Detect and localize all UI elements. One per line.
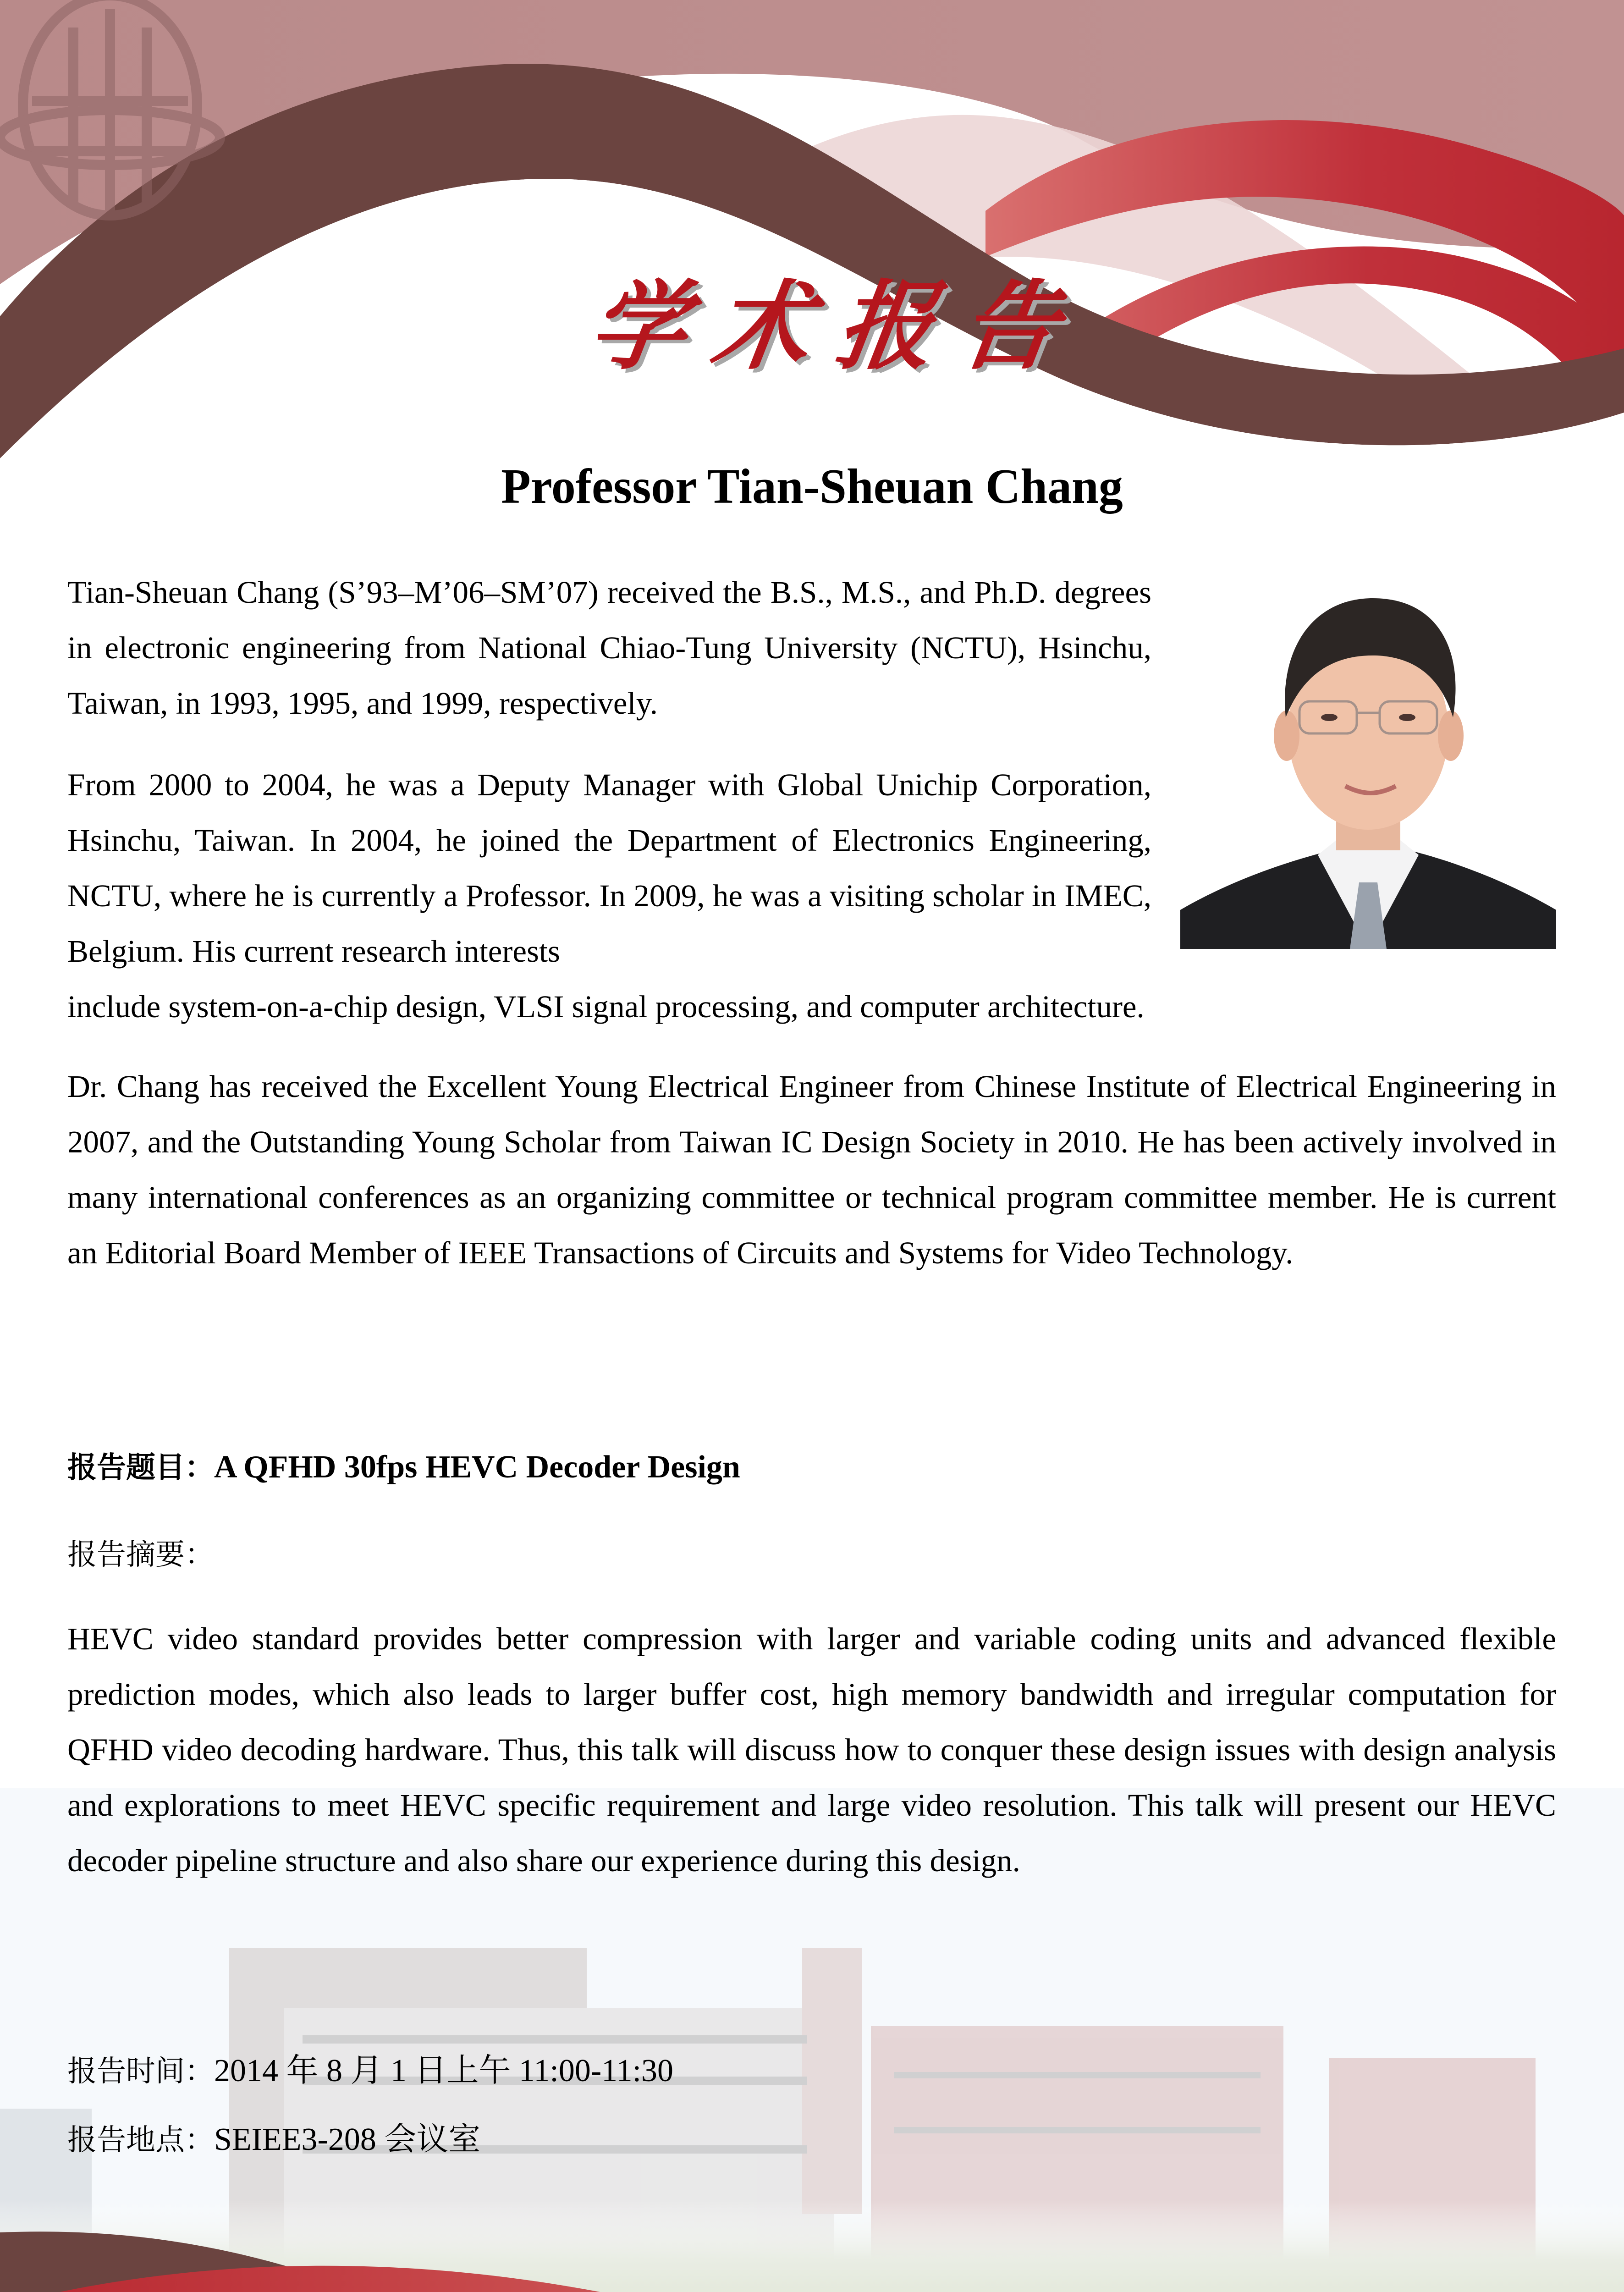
bio-paragraph-career: From 2000 to 2004, he was a Deputy Manager with Global Unichip Corporation, Hsinchu, Taiwan. In 2004, he joined the Department of Electronics Engineering, NCTU, where he is currently a Professor. In 2009, he was a visiting scholar in IMEC, Belgium. His current research interests	[67, 767, 1151, 969]
portrait-icon	[1180, 580, 1556, 949]
banner-title-char: 报	[830, 270, 942, 383]
banner-title	[550, 257, 1100, 383]
bio-paragraph-education: Tian-Sheuan Chang (S’93–M’06–SM’07) received the B.S., M.S., and Ph.D. degrees in electronic engineering from National Chiao-Tung University (NCTU), Hsinchu, Taiwan, in 1993, 1995, and 1999, respectively.	[67, 575, 1151, 721]
speaker-heading: Professor Tian-Sheuan Chang	[501, 459, 1123, 514]
banner-title-char: 学	[582, 270, 695, 383]
speaker-portrait	[1180, 580, 1556, 949]
abstract-label: 报告摘要：	[67, 1538, 214, 1572]
bio-paragraph-career-last-line: include system-on-a-chip design, VLSI signal processing, and computer architecture.	[67, 989, 1145, 1024]
bio-paragraph-awards: Dr. Chang has received the Excellent Young Electrical Engineer from Chinese Institute of Electrical Engineering in 2007, and the Outstanding Young Scholar from Taiwan IC Design Society in 2010. He has been actively involved in many international conferences as an organizing committee or technical program committee member. He is current an Editorial Board Member of IEEE Transactions of Circuits and Systems for Video Technology.	[67, 1069, 1556, 1270]
talk-time-label: 报告时间：	[67, 2055, 214, 2088]
talk-time-value: 2014 年 8 月 1 日上午 11:00-11:30	[214, 2053, 674, 2088]
talk-place-value: SEIEE3-208 会议室	[214, 2122, 481, 2157]
abstract-text: HEVC video standard provides better compression with larger and variable coding units and advanced flexible prediction modes, which also leads to larger buffer cost, high memory bandwidth and irregular computation for QFHD video decoding hardware. Thus, this talk will discuss how to conquer these design issues with design analysis and explorations to meet HEVC specific requirement and large video resolution. This talk will present our HEVC decoder pipeline structure and also share our experience during this design.	[67, 1621, 1556, 1878]
talk-title-value: A QFHD 30fps HEVC Decoder Design	[214, 1449, 740, 1485]
banner-title-char: 术	[706, 270, 819, 383]
banner-title-char: 告	[953, 270, 1066, 383]
talk-title-label: 报告题目：	[67, 1451, 214, 1485]
talk-place-label: 报告地点：	[67, 2123, 214, 2157]
talk-title-line	[67, 1444, 740, 1486]
talk-time-line	[67, 2044, 673, 2091]
talk-place-line	[67, 2113, 480, 2160]
